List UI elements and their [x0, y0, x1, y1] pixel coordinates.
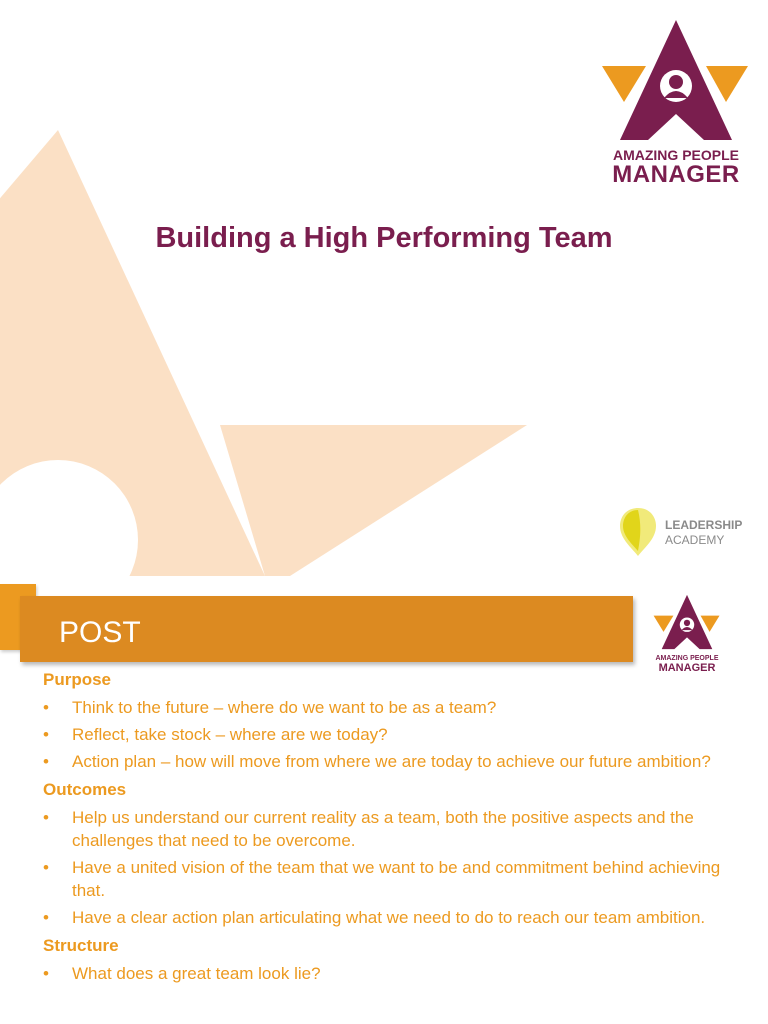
structure-list [43, 962, 753, 985]
list-item: • Have a united vision of the team that we want to be and commitment behind achieving that. [43, 858, 721, 900]
section-heading-purpose: Purpose [43, 670, 112, 689]
bullet: • [43, 808, 49, 827]
amazing-people-manager-logo-small [650, 594, 724, 674]
list-item: • Action plan – how will move from where we are today to achieve our future ambition? [43, 752, 711, 771]
logo-star-icon [596, 18, 756, 142]
bullet: • [43, 725, 49, 744]
list-item: • Help us understand our current reality as a team, both the positive aspects and the challenges that need to be overcome. [43, 808, 694, 850]
logo-text-line1: AMAZING PEOPLE [655, 655, 719, 662]
leadership-academy-drop-icon [618, 506, 660, 558]
slide-content [43, 669, 753, 991]
bullet: • [43, 698, 49, 717]
post-slide [0, 576, 768, 1024]
list-item: • Reflect, take stock – where are we today? [43, 725, 388, 744]
section-heading-structure: Structure [43, 936, 119, 955]
section-heading-outcomes: Outcomes [43, 780, 127, 799]
bullet: • [43, 908, 49, 927]
logo-text-line2: MANAGER [658, 662, 716, 674]
outcomes-list [43, 806, 753, 929]
leadership-academy-line1: LEADERSHIP [665, 518, 743, 532]
logo-text-line1: AMAZING PEOPLE [612, 147, 739, 163]
list-item: • Have a clear action plan articulating what we need to do to reach our team ambition. [43, 908, 706, 927]
list-item: • What does a great team look lie? [43, 964, 321, 983]
amazing-people-manager-logo [596, 18, 756, 187]
bullet: • [43, 752, 49, 771]
bullet: • [43, 858, 49, 877]
leadership-academy-line2: ACADEMY [665, 533, 725, 547]
list-item: • Think to the future – where do we want to be as a team? [43, 698, 497, 717]
slide-title: Building a High Performing Team [155, 222, 613, 254]
logo-star-icon [650, 594, 724, 650]
purpose-list [43, 696, 753, 773]
post-title: POST [59, 616, 141, 649]
peach-inverted-triangle-shape [220, 425, 527, 576]
bullet: • [43, 964, 49, 983]
logo-text-line2: MANAGER [612, 161, 740, 188]
leadership-academy-logo [618, 506, 758, 558]
